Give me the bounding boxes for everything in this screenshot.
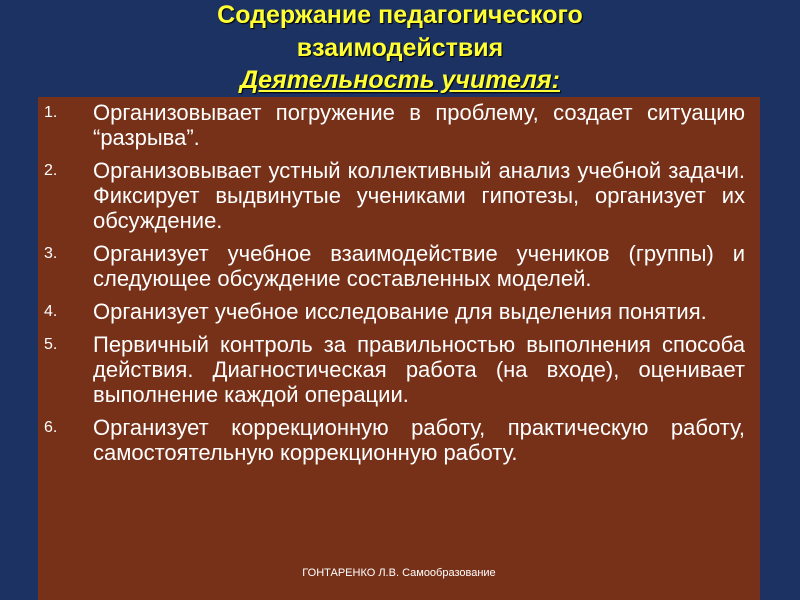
- slide-header: [0, 0, 800, 98]
- list-item-3: [38, 241, 760, 291]
- list-item-5: [38, 332, 760, 407]
- content-panel: [38, 97, 760, 600]
- list-item-text: Организует коррекционную работу, практическую работу, самостоятельную коррекционную работу.: [93, 415, 745, 465]
- list-item-4: [38, 299, 760, 324]
- list-item-number: 6.: [44, 419, 58, 436]
- list-item-number: 4.: [44, 303, 58, 320]
- list-item-2: [38, 158, 760, 233]
- list-item-text: Организует учебное взаимодействие учеников (группы) и следующее обсуждение составленных моделей.: [93, 241, 745, 291]
- list-item-number: 3.: [44, 245, 58, 262]
- list-item-1: [38, 100, 760, 150]
- list-item-text: Организует учебное исследование для выделения понятия.: [93, 299, 707, 324]
- list-item-text: Первичный контроль за правильностью выполнения способа действия. Диагностическая работа (на входе), оценивает выполнение каждой операции.: [93, 332, 745, 407]
- slide-footer: ГОНТАРЕНКО Л.В. Самообразование: [302, 567, 496, 579]
- slide-title-line-2: взаимодействия: [296, 34, 504, 62]
- list-item-number: 1.: [44, 104, 58, 121]
- slide-subtitle: Деятельность учителя:: [240, 66, 560, 94]
- list-item-number: 5.: [44, 336, 58, 353]
- list-item-text: Организовывает устный коллективный анализ учебной задачи. Фиксирует выдвинутые учениками гипотезы, организует их обсуждение.: [93, 158, 745, 233]
- numbered-list: [38, 100, 760, 465]
- list-item-number: 2.: [44, 162, 58, 179]
- list-item-6: [38, 415, 760, 465]
- list-item-text: Организовывает погружение в проблему, создает ситуацию “разрыва”.: [93, 100, 745, 150]
- slide-title-line-1: Содержание педагогического: [217, 1, 583, 29]
